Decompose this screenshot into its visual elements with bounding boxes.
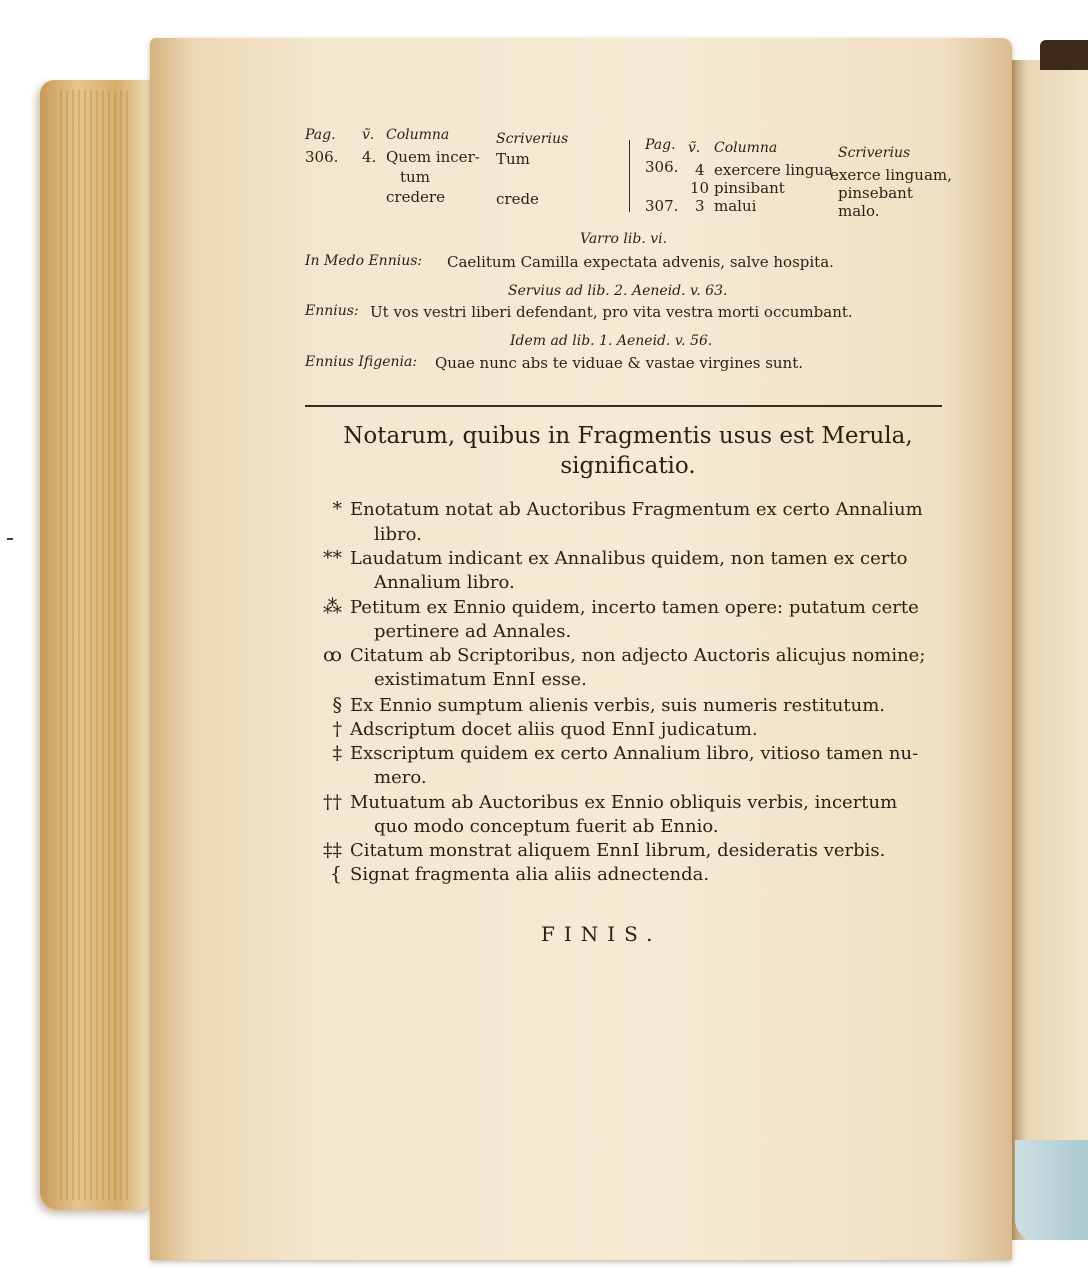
note-symbol: §	[332, 694, 342, 716]
row1-scriverius: exerce linguam,	[830, 166, 952, 184]
col-v-header: ṽ.	[362, 127, 375, 143]
row3-pag: 307.	[645, 197, 679, 215]
note-text: Mutuatum ab Auctoribus ex Ennio obliquis verbis, incertum	[350, 792, 898, 813]
note-text: Annalium libro.	[374, 572, 515, 593]
note-symbol: †	[332, 718, 342, 740]
cover-corner	[1040, 40, 1088, 70]
row1-columna: exercere lingua	[714, 161, 833, 179]
citation-source: Varro lib. vi.	[580, 231, 668, 247]
note-symbol: *	[332, 498, 342, 520]
row1-v: 4	[695, 161, 705, 179]
note-text: Citatum ab Scriptoribus, non adjecto Auctoris alicujus nomine;	[350, 645, 926, 666]
margin-mark	[7, 538, 13, 540]
page-block-stripes	[60, 90, 130, 1200]
col-columna-header: Columna	[386, 127, 450, 143]
citation-speaker: Ennius Ifigenia:	[305, 354, 418, 370]
col-pag-header: Pag.	[305, 127, 336, 143]
section-heading-line1: Notarum, quibus in Fragmentis usus est Merula,	[343, 423, 913, 449]
row-scriverius-line1: Tum	[496, 150, 530, 168]
col-v-header: ṽ.	[688, 140, 701, 156]
col-scriverius-header: Scriverius	[838, 145, 911, 161]
citation-text: Ut vos vestri liberi defendant, pro vita vestra morti occumbant.	[370, 303, 853, 321]
note-text: Ex Ennio sumptum alienis verbis, suis numeris restitutum.	[350, 695, 885, 716]
note-symbol: ††	[323, 791, 342, 813]
note-text: quo modo conceptum fuerit ab Ennio.	[374, 816, 719, 837]
note-text: pertinere ad Annales.	[374, 621, 572, 642]
note-symbol: {	[329, 863, 342, 885]
col-pag-header: Pag.	[645, 137, 676, 153]
row-scriverius-line2: crede	[496, 190, 539, 208]
col-scriverius-header: Scriverius	[496, 131, 569, 147]
note-text: libro.	[374, 524, 422, 545]
note-symbol: ‡‡	[323, 839, 342, 861]
row3-scriverius: malo.	[838, 202, 880, 220]
cover-board-edge	[1015, 1140, 1088, 1240]
table-divider	[629, 140, 630, 212]
row2-columna: pinsibant	[714, 179, 785, 197]
note-text: Laudatum indicant ex Annalibus quidem, non tamen ex certo	[350, 548, 908, 569]
col-columna-header: Columna	[714, 140, 778, 156]
finis-text: FINIS.	[541, 922, 662, 946]
citation-source: Idem ad lib. 1. Aeneid. v. 56.	[510, 333, 713, 349]
row-columna-line1: Quem incer-	[386, 148, 480, 166]
row-pag: 306.	[305, 148, 339, 166]
row3-v: 3	[695, 197, 705, 215]
note-symbol: ꝏ	[323, 644, 342, 666]
section-heading-line2: significatio.	[560, 453, 696, 479]
note-text: mero.	[374, 767, 427, 788]
row1-pag: 306.	[645, 158, 679, 176]
citation-text: Quae nunc abs te viduae & vastae virgines sunt.	[435, 354, 804, 372]
citation-speaker: In Medo Ennius:	[305, 253, 423, 269]
citation-source: Servius ad lib. 2. Aeneid. v. 63.	[508, 283, 728, 299]
note-text: existimatum EnnI esse.	[374, 669, 587, 690]
note-text: Enotatum notat ab Auctoribus Fragmentum ex certo Annalium	[350, 499, 923, 520]
row-columna-line3: credere	[386, 188, 445, 206]
row2-scriverius: pinsebant	[838, 184, 913, 202]
citation-text: Caelitum Camilla expectata advenis, salve hospita.	[447, 253, 834, 271]
note-text: Exscriptum quidem ex certo Annalium libro, vitioso tamen nu-	[350, 743, 919, 764]
row-v: 4.	[362, 148, 377, 166]
citation-speaker: Ennius:	[305, 303, 359, 319]
note-symbol: ⁂	[323, 596, 342, 618]
row2-v: 10	[690, 179, 710, 197]
note-text: Signat fragmenta alia aliis adnectenda.	[350, 864, 710, 885]
row3-columna: malui	[714, 197, 757, 215]
horizontal-rule	[305, 405, 942, 407]
facing-page-edge	[1012, 60, 1088, 1240]
note-text: Petitum ex Ennio quidem, incerto tamen opere: putatum certe	[350, 597, 919, 618]
note-text: Adscriptum docet aliis quod EnnI judicatum.	[350, 719, 758, 740]
note-text: Citatum monstrat aliquem EnnI librum, desideratis verbis.	[350, 840, 886, 861]
note-symbol: **	[323, 547, 342, 569]
row-columna-line2: tum	[400, 168, 430, 186]
note-symbol: ‡	[332, 742, 342, 764]
